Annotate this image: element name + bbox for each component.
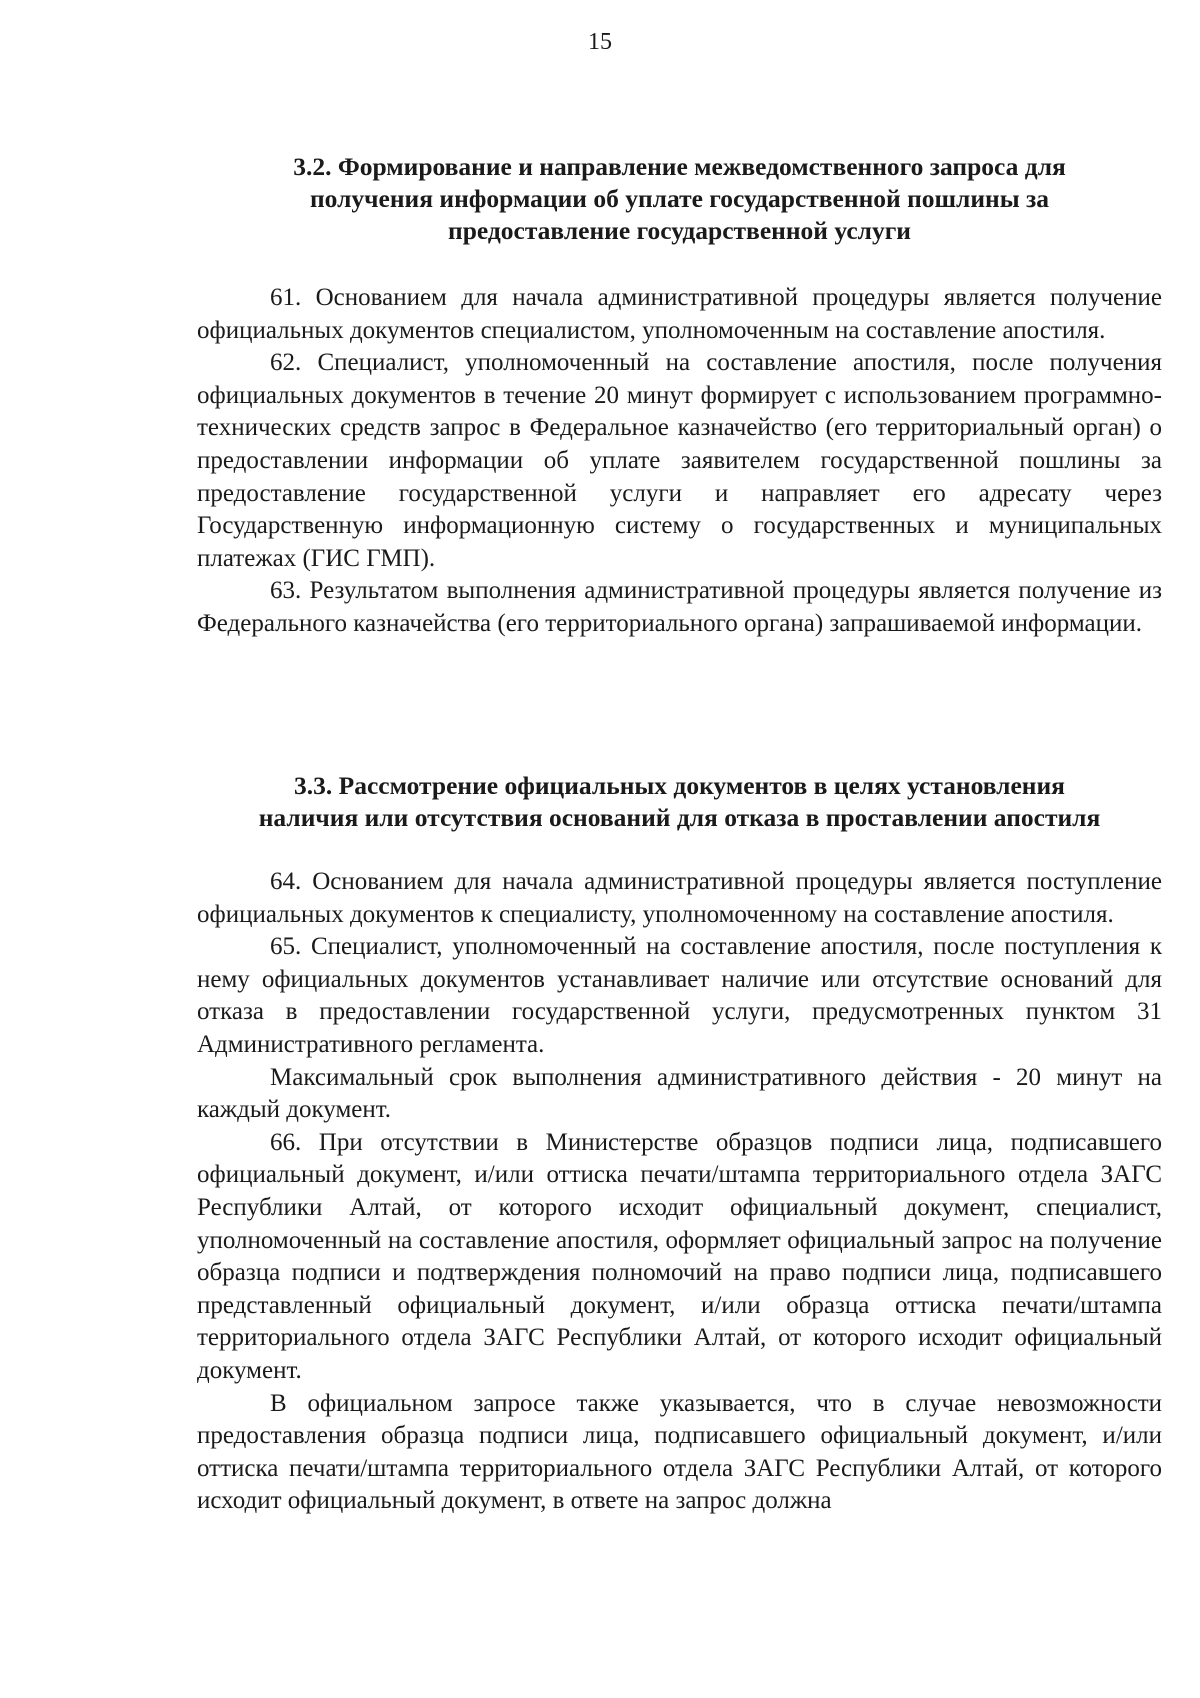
paragraph-64: 64. Основанием для начала административной процедуры является поступление официальных документов к специалисту, уполномоченному на составление апостиля. <box>197 868 1162 928</box>
paragraph-65: 65. Специалист, уполномоченный на составление апостиля, после поступления к нему официальных документов устанавливает наличие или отсутствие оснований для отказа в предоставлении государственной услуги, предусмотренных пунктом 31 Административного регламента. <box>197 933 1162 1058</box>
section-heading-line: получения информации об уплате государственной пошлины за <box>309 184 1050 213</box>
paragraph-66: 66. При отсутствии в Министерстве образцов подписи лица, подписавшего официальный документ, и/или оттиска печати/штампа территориального отдела ЗАГС Республики Алтай, от которого исходит официальный документ, специалист, уполномоченный на составление апостиля, оформляет официальный запрос на получение образца подписи и подтверждения полномочий на право подписи лица, подписавшего представленный официальный документ, и/или образца оттиска печати/штампа территориального отдела ЗАГС Республики Алтай, от которого исходит официальный документ. <box>197 1128 1162 1384</box>
paragraph-61: 61. Основанием для начала административной процедуры является получение официальных документов специалистом, уполномоченным на составление апостиля. <box>197 284 1162 344</box>
section-heading-line: 3.3. Рассмотрение официальных документов в целях установления <box>294 771 1065 800</box>
paragraph-max-time: Максимальный срок выполнения административного действия - 20 минут на каждый документ. <box>197 1063 1162 1124</box>
paragraph-62: 62. Специалист, уполномоченный на составление апостиля, после получения официальных документов в течение 20 минут формирует с использованием программно-технических средств запрос в Федеральное казначейство (его территориальный орган) о предоставлении информации об уплате заявителем государственной пошлины за предоставление государственной услуги и направляет его адресату через Государственную информационную систему о государственных и муниципальных платежах (ГИС ГМП). <box>197 349 1162 572</box>
section-heading-line: 3.2. Формирование и направление межведомственного запроса для <box>293 152 1066 181</box>
section-heading-line: наличия или отсутствия оснований для отказа в проставлении апостиля <box>258 803 1101 832</box>
section-body-3-2 <box>197 282 1162 641</box>
paragraph-63: 63. Результатом выполнения административной процедуры является получение из Федерального казначейства (его территориального органа) запрашиваемой информации. <box>197 577 1162 637</box>
section-heading-3-3 <box>197 770 1162 834</box>
page-number: 15 <box>588 29 612 55</box>
section-heading-3-2 <box>197 151 1162 247</box>
section-body-3-3 <box>197 866 1162 1518</box>
paragraph-official-request: В официальном запросе также указывается, что в случае невозможности предоставления образца подписи лица, подписавшего официальный документ, и/или оттиска печати/штампа территориального отдела ЗАГС Республики Алтай, от которого исходит официальный документ, в ответе на запрос должна <box>197 1389 1162 1515</box>
section-heading-line: предоставление государственной услуги <box>448 216 911 245</box>
